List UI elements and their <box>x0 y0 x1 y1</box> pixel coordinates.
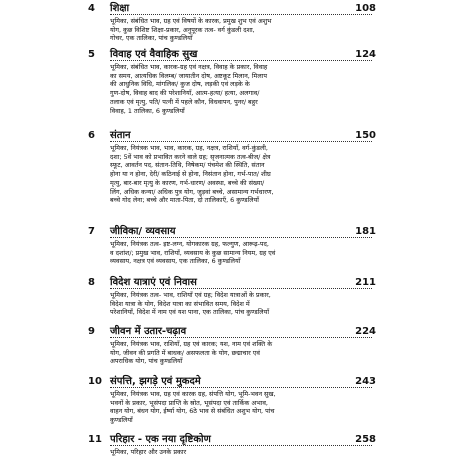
chapter-page-number: 211 <box>355 277 376 288</box>
chapter-number: 5 <box>88 49 95 60</box>
chapter-number: 7 <box>88 226 95 237</box>
chapter-page-number: 258 <box>355 434 376 445</box>
chapter-page-number: 150 <box>355 130 376 141</box>
chapter-number: 4 <box>88 3 95 14</box>
chapter-title: जीविका/ व्यवसाय <box>110 226 176 237</box>
chapter-description: भूमिका, नियंत्रक भाव, भाव, कारक, ग्रह, नक्षत्र, राशियाँ, वर्ग-कुंडली, दशा; 5वें भाव को प्रभावित करने वाले ग्रह; सृजनात्मक तत्व-बीज/ क्षेत्र स्फूट, आवर्तन पद, संतान-तिथि, निषेकम/ पंचमेश की स्थिति, संतान होना या न होना, देरी/ कठिनाई से होना, निसंतान होना, गर्भ-पात/ शीघ्र मृत्यु, बार-बार मृत्यु के कारण, गर्भ-धारण/ अवस्था, बच्चे की संख्या/ लिंग, अधिक कन्या/ अधिक पुत्र योग, जुड़वां बच्चे, असामान्य गर्भधारण, बच्चे गोद लेना; बच्चे और माता-पिता, दो तालिकाएँ, 6 कुण्डलियाँ <box>110 144 274 205</box>
chapter-description: भूमिका, नियंत्रक भाव, राशियाँ, ग्रह एवं कारक; यश, नाम एवं शक्ति के योग, जीवन की प्रगति में बाधक/ असफलता के योग, छद्माचार एवं अपराधिक योग, पांच कुण्डलियाँ <box>110 340 273 366</box>
chapter-description: भूमिका, परिहार और उनके प्रकार <box>110 448 187 456</box>
chapter-number: 8 <box>88 277 95 288</box>
chapter-title: संपत्ति, झगड़े एवं मुकदमे <box>110 376 201 387</box>
chapter-page-number: 181 <box>355 226 376 237</box>
chapter-title: जीवन में उतार-चढ़ाव <box>110 326 187 337</box>
chapter-title: शिक्षा <box>110 3 130 14</box>
chapter-page-number: 108 <box>355 3 376 14</box>
chapter-title: विवाह एवं वैवाहिक सुख <box>110 49 198 60</box>
chapter-page-number: 243 <box>355 376 376 387</box>
chapter-page-number: 224 <box>355 326 376 337</box>
chapter-number: 6 <box>88 130 95 141</box>
chapter-description: भूमिका, नियंत्रक भाव, ग्रह एवं कारक ग्रह, संपत्ति योग, भूमि-भवन सुख, भवनों के प्रकार, भूसंपदा प्राप्ति के स्रोत, भूसंपदा एवं तार्किक अभाव, वाहन योग, बंधन योग, ईर्ष्या योग, 6ठे भाव से संबंधित अशुभ योग, पांच कुण्डलियाँ <box>110 390 276 425</box>
chapter-description: भूमिका, संबंधित भाव, कारक-ग्रह एवं नक्षत्र, विवाह के प्रकार, विवाह का समय, आत्यधिक विलम्ब/ जायातीन दोष, अष्टकूट मिलान, मिलाप की आधुनिक विधि, मांगलिक/ कुज दोष, लड़की एवं लड़के के गुण-दोष, विवाह बाद की परेशानियाँ, आत्म-हत्या/ हत्या, अलगाव/ तलाक एवं मृत्यु, पति/ पत्नी में पहले कौन, विधवापन, पुनर/ बहुर विवाह, 1 तालिका, 6 कुण्डलियाँ <box>110 63 268 115</box>
chapter-number: 11 <box>88 434 102 445</box>
chapter-title: संतान <box>110 130 131 141</box>
chapter-description: भूमिका, संबंधित भाव, ग्रह एवं विषयों के कारक, प्रमुख शुभ एवं अशुभ योग, कुछ विशिष्ट शिक्षा-प्रकार, अनुपूरक तत्व- वर्ग कुंडली दशा, गोचर, एक तालिका, पांच कुण्डलियाँ <box>110 17 272 43</box>
chapter-title: विदेश यात्राएं एवं निवास <box>110 277 197 288</box>
chapter-page-number: 124 <box>355 49 376 60</box>
chapter-number: 10 <box>88 376 102 387</box>
chapter-title: परिहार - एक नया दृष्टिकोण <box>110 434 211 445</box>
chapter-description: भूमिका, नियंत्रक तत्व- इष्ट-लग्न, योगकारक ग्रह, फल्गुण, आरूढ़-पद, व दशांश/; प्रमुख भाव, राशियाँ, व्यवसाय के कुछ सामान्य नियम, ग्रह एवं व्यवसाय, नक्षत्र एवं व्यवसाय, एक तालिका, 6 कुण्डलियाँ <box>110 240 276 266</box>
chapter-number: 9 <box>88 326 95 337</box>
chapter-description: भूमिका, नियंत्रक तत्व- भाव, राशियाँ एवं ग्रह; विदेश यात्राओं के प्रकार, विदेश यात्रा के योग, विदेश यात्रा का संभावित समय, विदेश में परेशानियाँ, विदेश में नाम एवं यश पाना, एक तालिका, पांच कुण्डलियाँ <box>110 291 271 317</box>
